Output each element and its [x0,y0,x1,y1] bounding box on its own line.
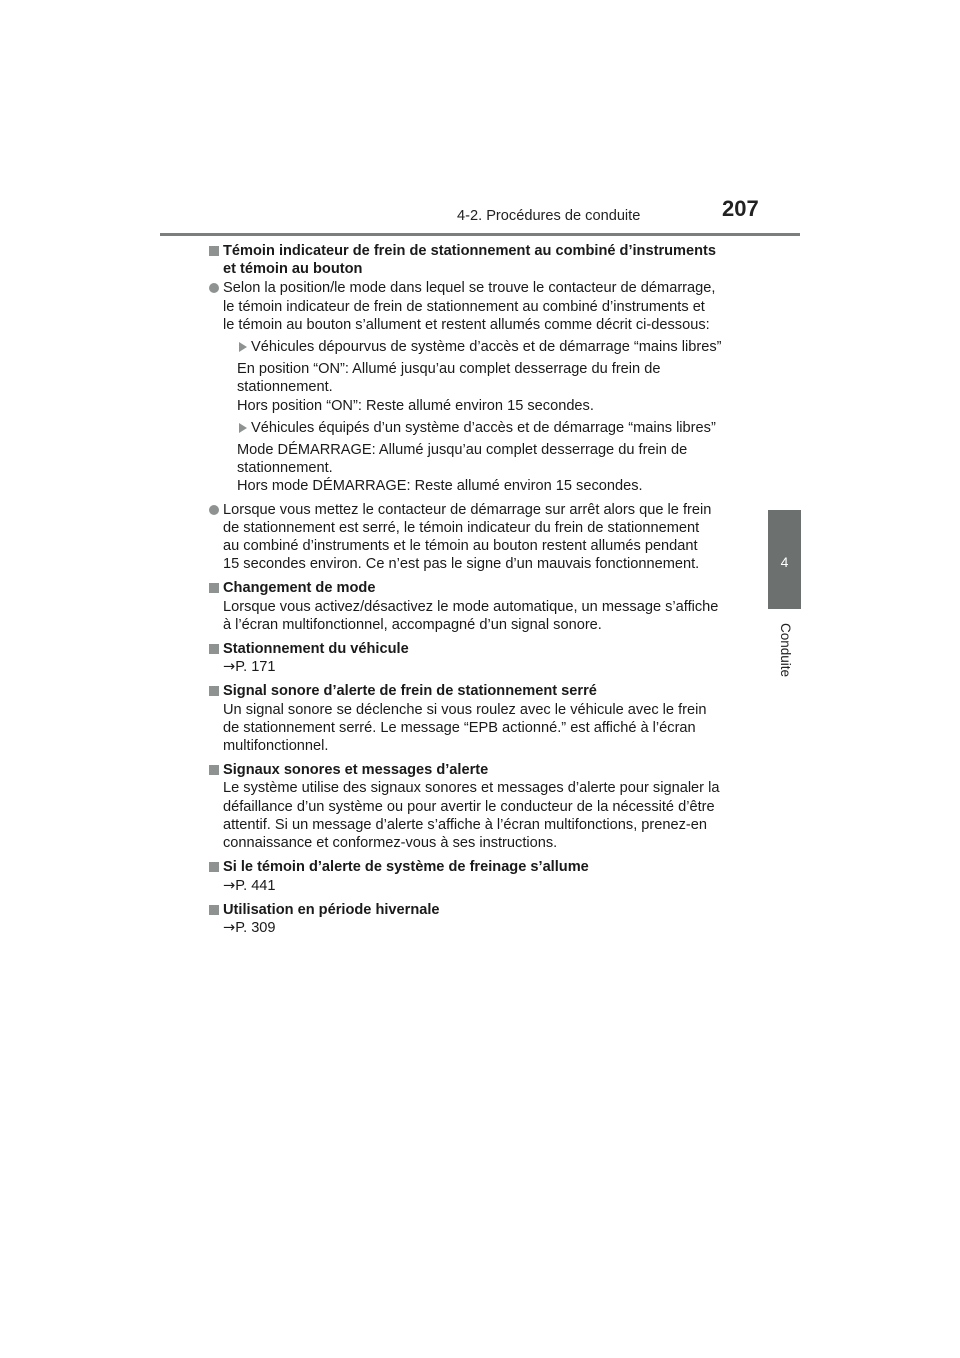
section-title: 4-2. Procédures de conduite [457,208,641,224]
sub-heading: Véhicules dépourvus de système d’accès et de démarrage “mains libres” [239,338,748,356]
page-reference[interactable] [223,919,748,937]
paragraph: Le système utilise des signaux sonores et messages d’alerte pour signaler la défaillance d’un système ou pour avertir le conducteur de la nécessité d’être attentif. Si un message d’alerte s’affiche à l’écran multifonctions, prenez-en connaissance et conformez-vous à ses instructions. [223,780,720,852]
paragraph: Lorsque vous activez/désactivez le mode automatique, un message s’affiche à l’écran multifonctionnel, accompagné d’un signal sonore. [223,598,719,633]
chapter-tab[interactable] [768,510,801,609]
header-rule [160,233,800,236]
square-bullet-icon [209,686,219,696]
page-reference-text: P. 309 [235,919,276,936]
page-reference-text: P. 441 [235,877,276,894]
section-heading: Si le témoin d’alerte de système de freinage s’allume [209,858,748,876]
page-header [0,0,960,240]
bullet-item: Selon la position/le mode dans lequel se trouve le contacteur de démarrage, le témoin indicateur de frein de stationnement au combiné d’instruments et le témoin au bouton s’allument et restent allumés comme décrit ci-dessous: [209,279,748,334]
circle-bullet-icon [209,283,219,293]
section-heading: Stationnement du véhicule [209,640,748,658]
sub-body: En position “ON”: Allumé jusqu’au complet desserrage du frein de stationnement. Hors position “ON”: Reste allumé environ 15 secondes. [237,361,661,414]
page-content [209,242,748,937]
section-heading: Utilisation en période hivernale [209,901,748,919]
chapter-label-text: Conduite [778,622,794,678]
page-number: 207 [722,196,759,221]
paragraph: Un signal sonore se déclenche si vous roulez avec le véhicule avec le frein de stationnement serré. Le message “EPB actionné.” est affiché à l’écran multifonctionnel. [223,701,707,755]
square-bullet-icon [209,644,219,654]
page-reference[interactable] [223,658,748,676]
section-heading: Changement de mode [209,579,748,597]
section-heading: Signaux sonores et messages d’alerte [209,761,748,779]
triangle-arrow-icon [239,423,247,433]
circle-bullet-icon [209,505,219,515]
chapter-number: 4 [780,554,789,570]
arrow-right-icon: → [223,658,236,676]
bullet-item: Lorsque vous mettez le contacteur de démarrage sur arrêt alors que le frein de stationnement est serré, le témoin indicateur du frein de stationnement au combiné d’instruments et le témoin au bouton restent allumés pendant 15 secondes environ. Ce n’est pas le signe d’un mauvais fonctionnement. [209,501,748,574]
arrow-right-icon: → [223,918,236,936]
square-bullet-icon [209,246,219,256]
square-bullet-icon [209,905,219,915]
page-reference[interactable] [223,877,748,895]
square-bullet-icon [209,765,219,775]
chapter-label [772,620,798,680]
square-bullet-icon [209,862,219,872]
sub-body: Mode DÉMARRAGE: Allumé jusqu’au complet desserrage du frein de stationnement. Hors mode DÉMARRAGE: Reste allumé environ 15 secondes. [237,442,688,495]
arrow-right-icon: → [223,876,236,894]
triangle-arrow-icon [239,342,247,352]
section-heading: Signal sonore d’alerte de frein de stationnement serré [209,682,748,700]
square-bullet-icon [209,583,219,593]
section-heading: Témoin indicateur de frein de stationnement au combiné d’instruments et témoin au bouton [209,242,748,278]
page-reference-text: P. 171 [235,659,276,676]
sub-heading: Véhicules équipés d’un système d’accès et de démarrage “mains libres” [239,419,748,437]
